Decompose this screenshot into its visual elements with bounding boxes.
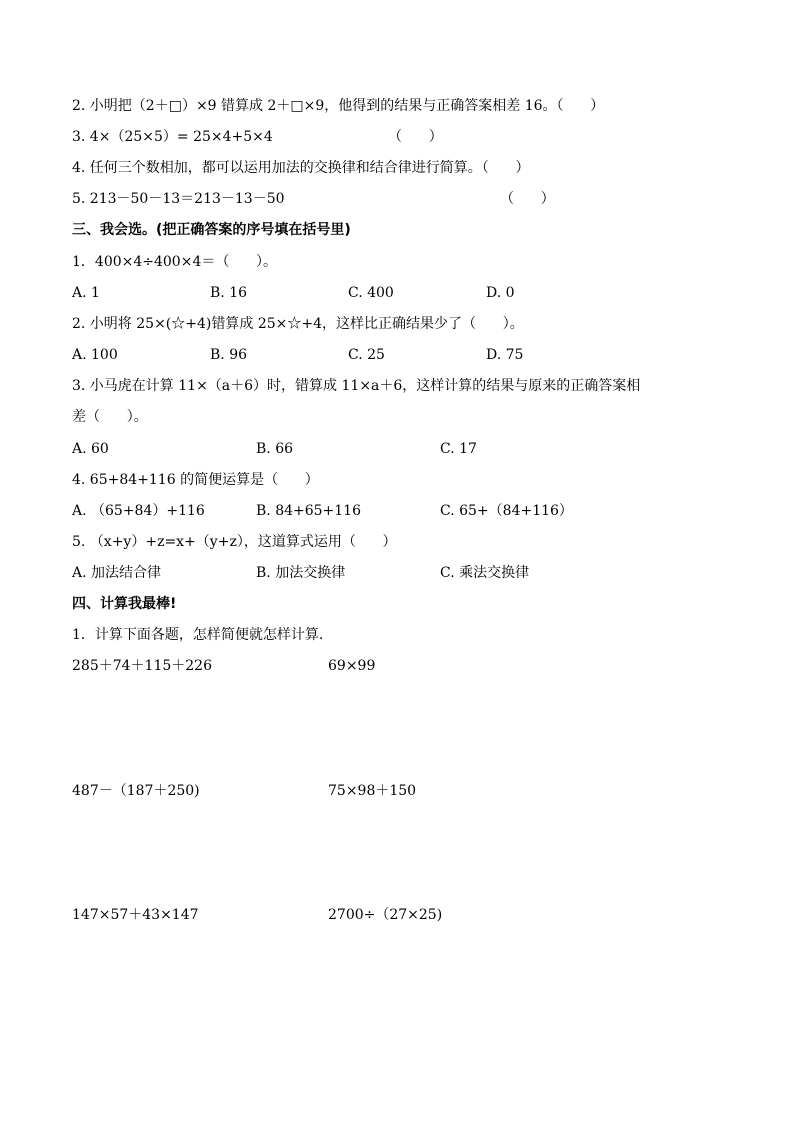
choice-q3-stem-line1: 3. 小马虎在计算 11×（a＋6）时，错算成 11×a＋6，这样计算的结果与原来的正确答案相 — [72, 378, 641, 394]
calc-problem-3: 487－（187＋250) — [72, 783, 200, 799]
judge-item-3: 3. 4×（25×5）= 25×4+5×4 — [72, 129, 273, 145]
choice-q5-option-a: A. 加法结合律 — [72, 565, 162, 581]
choice-q5-stem: 5. （x+y）+z=x+（y+z），这道算式运用（ ） — [72, 534, 397, 550]
choice-q4-option-c: C. 65+（84+116） — [440, 503, 573, 519]
choice-q4-stem: 4. 65+84+116 的简便运算是（ ） — [72, 472, 319, 488]
choice-q2-option-b: B. 96 — [210, 347, 248, 363]
calc-instruction: 1．计算下面各题，怎样简便就怎样计算. — [72, 627, 324, 643]
choice-q1-option-a: A. 1 — [72, 285, 100, 301]
section-heading-choice: 三、我会选。(把正确答案的序号填在括号里) — [72, 222, 351, 238]
judge-item-4: 4. 任何三个数相加，都可以运用加法的交换律和结合律进行简算。（ ） — [72, 160, 530, 176]
choice-q5-option-c: C. 乘法交换律 — [440, 565, 530, 581]
calc-problem-6: 2700÷（27×25) — [328, 907, 443, 923]
choice-q5-option-b: B. 加法交换律 — [256, 565, 346, 581]
calc-problem-1: 285＋74＋115＋226 — [72, 658, 212, 674]
choice-q1-option-b: B. 16 — [210, 285, 248, 301]
choice-q3-option-a: A. 60 — [72, 441, 109, 457]
choice-q3-stem-line2: 差（ ）。 — [72, 409, 148, 425]
choice-q1-option-d: D. 0 — [486, 285, 515, 301]
choice-q2-option-a: A. 100 — [72, 347, 118, 363]
choice-q2-option-c: C. 25 — [348, 347, 385, 363]
choice-q2-stem: 2. 小明将 25×(☆+4)错算成 25×☆+4，这样比正确结果少了（ ）。 — [72, 316, 524, 332]
judge-item-5-answer-paren[interactable]: （ ） — [500, 191, 555, 207]
calc-problem-5: 147×57＋43×147 — [72, 907, 199, 923]
section-heading-calc: 四、计算我最棒! — [72, 596, 177, 612]
choice-q4-option-a: A. （65+84）+116 — [72, 503, 205, 519]
calc-problem-4: 75×98＋150 — [328, 783, 417, 799]
choice-q1-stem: 1．400×4÷400×4＝（ ）。 — [72, 254, 278, 270]
judge-item-5: 5. 213－50－13＝213－13－50 — [72, 191, 285, 207]
choice-q3-option-b: B. 66 — [256, 441, 294, 457]
calc-problem-2: 69×99 — [328, 658, 376, 674]
judge-item-3-answer-paren[interactable]: （ ） — [388, 129, 443, 145]
choice-q1-option-c: C. 400 — [348, 285, 394, 301]
choice-q2-option-d: D. 75 — [486, 347, 524, 363]
judge-item-2: 2. 小明把（2＋□）×9 错算成 2＋□×9，他得到的结果与正确答案相差 16。（ ） — [72, 98, 605, 114]
choice-q4-option-b: B. 84+65+116 — [256, 503, 361, 519]
choice-q3-option-c: C. 17 — [440, 441, 477, 457]
